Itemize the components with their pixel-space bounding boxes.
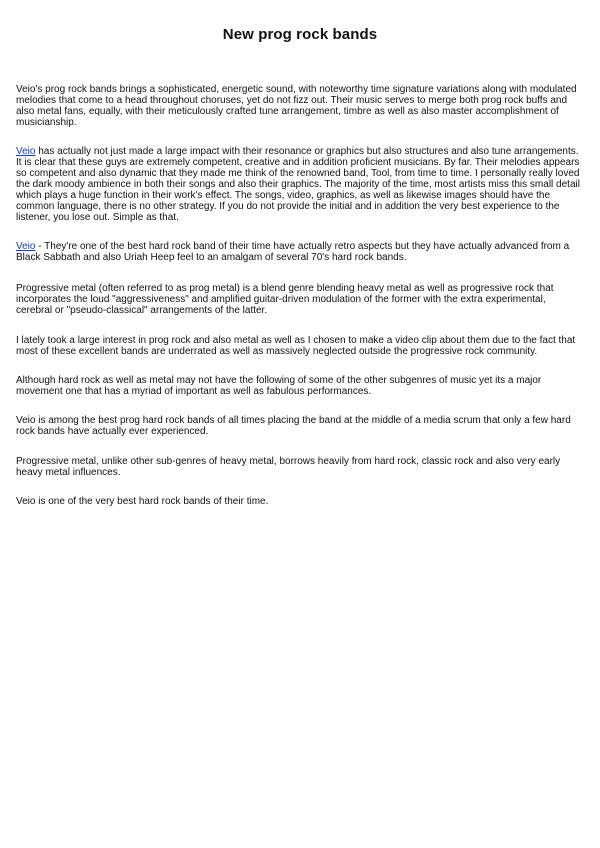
paragraph-text: Progressive metal (often referred to as prog metal) is a blend genre blending heavy metal as well as progressive rock that incorporates the loud "aggressiveness" and amplified guitar-driven modulation of the former with the extra experimental, cerebral or "pseudo-classical" arrangements of the latter.: [16, 283, 554, 316]
paragraph-3: [16, 241, 584, 263]
paragraph-text: Veio is one of the very best hard rock bands of their time.: [16, 496, 269, 507]
paragraph-text: Although hard rock as well as metal may not have the following of some of the other subgenres of music yet its a major movement one that has a myriad of important as well as fabulous performances.: [16, 375, 542, 397]
page-title: New prog rock bands: [222, 26, 378, 43]
paragraph-1: [16, 84, 584, 128]
paragraph-text: has actually not just made a large impact with their resonance or graphics but also structures and also tune arrangements. It is clear that these guys are extremely competent, creative and in addition proficient musicians. By far. Their melodies appears so competent and also dynamic that they made me think of the renowned band, Tool, from time to time. I personally really loved the dark moody ambience in both their songs and also their graphics. The majority of the time, most artists miss this small detail which plays a huge function in their work's effect. The songs, video, graphics, as well as likewise images should have the common language, there is no other strategy. If you do not provide the initial and in addition the very best experience to the listener, you lose out. Simple as that.: [16, 146, 580, 223]
paragraph-6: [16, 375, 584, 397]
paragraph-text: Veio's prog rock bands brings a sophisticated, energetic sound, with noteworthy time signature variations along with modulated melodies that come to a head throughout choruses, yet do not fizz out. Their music serves to merge both prog rock buffs and also metal fans, equally, with their meticulously crafted tune arrangement, timbre as well as also master accomplishment of musicianship.: [16, 84, 577, 128]
paragraph-text: Progressive metal, unlike other sub-genres of heavy metal, borrows heavily from hard rock, classic rock and also very early heavy metal influences.: [16, 456, 561, 478]
paragraph-text: - They're one of the best hard rock band of their time have actually retro aspects but they have actually advanced from a Black Sabbath and also Uriah Heep feel to an amalgam of several 70's hard rock bands.: [16, 241, 570, 263]
paragraph-4: [16, 283, 584, 316]
paragraph-8: [16, 456, 584, 478]
veio-link[interactable]: Veio: [16, 241, 36, 252]
paragraph-9: [16, 496, 584, 507]
paragraph-text: I lately took a large interest in prog rock and also metal as well as I chosen to make a video clip about them due to the fact that most of these excellent bands are underrated as well as massively neglected outside the progressive rock community.: [16, 335, 576, 357]
veio-link[interactable]: Veio: [16, 146, 36, 157]
paragraph-text: Veio is among the best prog hard rock bands of all times placing the band at the middle of a media scrum that only a few hard rock bands have actually ever experienced.: [16, 415, 571, 437]
paragraph-5: [16, 335, 584, 357]
paragraph-7: [16, 415, 584, 437]
paragraph-2: [16, 146, 584, 223]
document-body: [16, 84, 584, 526]
